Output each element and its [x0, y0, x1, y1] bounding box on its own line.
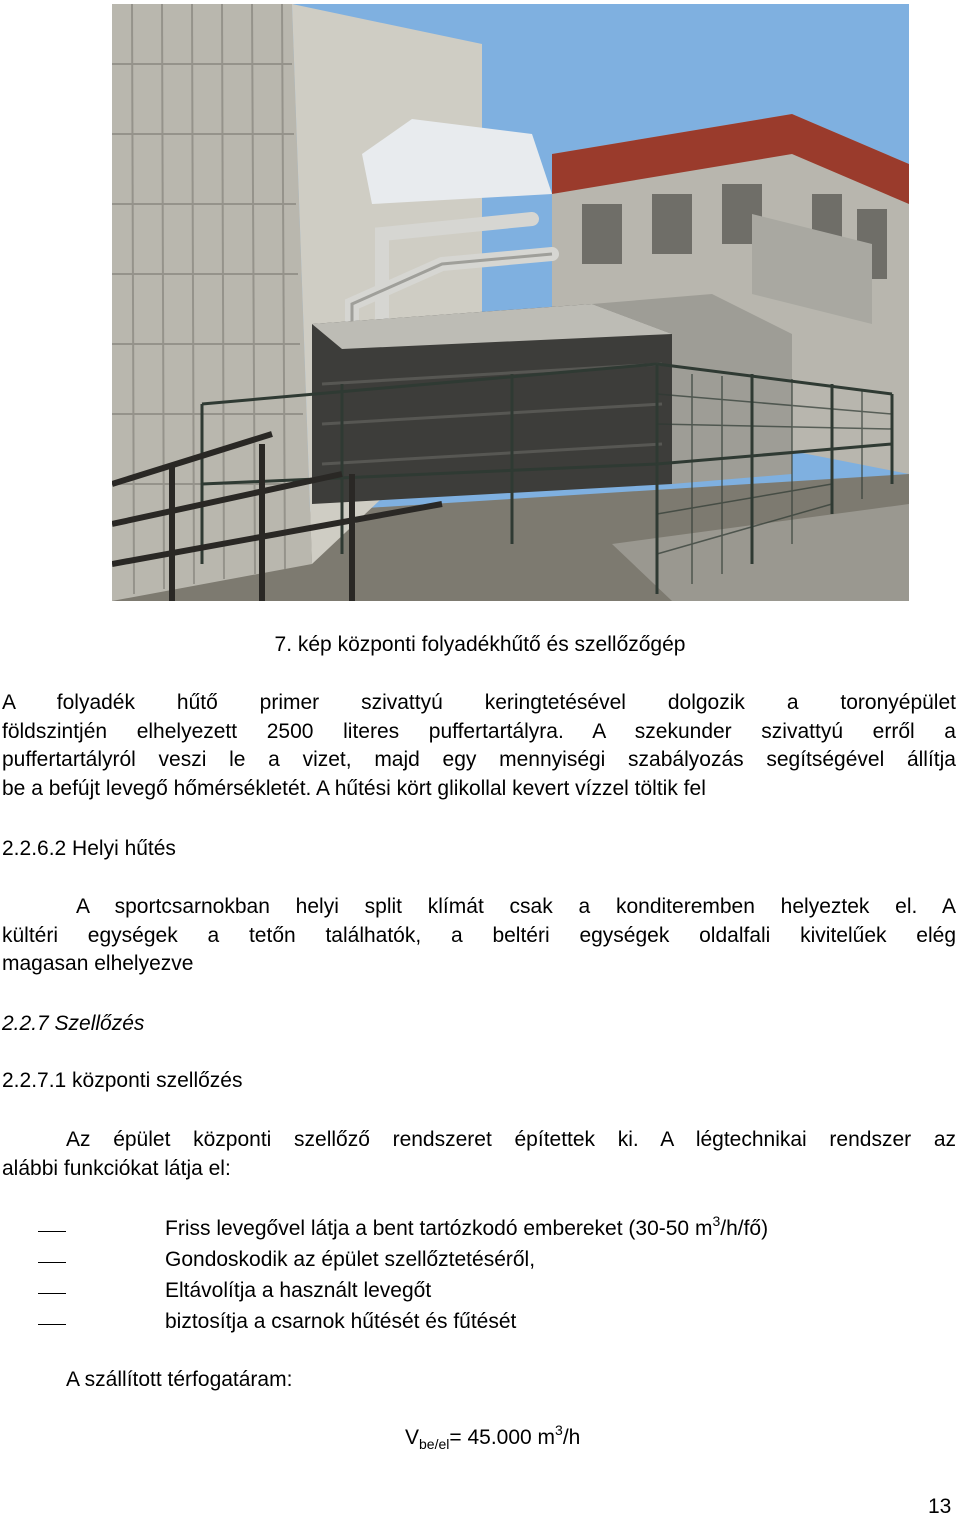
formula-symbol: V — [405, 1426, 420, 1449]
formula-value: = 45.000 m — [449, 1426, 556, 1449]
formula-unit: /h — [562, 1426, 581, 1449]
paragraph-line: A sportcsarnokban helyi split klímát csak a konditeremben helyeztek el. A — [76, 895, 956, 918]
paragraph-line: magasan elhelyezve — [2, 952, 194, 975]
paragraph-line: be a befújt levegő hőmérsékletét. A hűtési kört glikollal kevert vízzel töltik fel — [2, 776, 706, 800]
volume-flow-formula — [405, 1422, 581, 1453]
formula-subscript: be/el — [419, 1436, 450, 1453]
heading-central-ventilation: 2.2.7.1 központi szellőzés — [2, 1069, 243, 1092]
paragraph-line: A folyadék hűtő primer szivattyú keringtetésével dolgozik a toronyépület — [2, 691, 956, 714]
heading-local-cooling: 2.2.6.2 Helyi hűtés — [2, 837, 176, 860]
list-item: Eltávolítja a használt levegőt — [165, 1279, 432, 1302]
paragraph-local-cooling — [2, 893, 956, 979]
list-item: Gondoskodik az épület szellőztetéséről, — [165, 1248, 536, 1271]
list-item-text: Friss levegővel látja a bent tartózkodó embereket (30-50 m — [165, 1217, 713, 1240]
list-item: biztosítja a csarnok hűtését és fűtését — [165, 1310, 517, 1333]
paragraph-line: puffertartályról veszi le a vizet, majd egy mennyiségi szabályozás segítségével állítja — [2, 748, 956, 771]
superscript-3: 3 — [712, 1213, 721, 1229]
paragraph-line: kültéri egységek a tetőn találhatók, a beltéri egységek oldalfali kivitelűek elég — [2, 923, 956, 947]
formula-superscript: 3 — [555, 1422, 563, 1438]
list-item-tail: /h/fő) — [720, 1217, 769, 1240]
list-item — [165, 1213, 769, 1242]
chiller-photo — [112, 4, 909, 601]
paragraph-line: földszintjén elhelyezett 2500 literes puffertartályra. A szekunder szivattyú erről a — [2, 719, 956, 743]
figure-caption: 7. kép központi folyadékhűtő és szellőzőgép — [274, 633, 686, 656]
paragraph-line: alábbi funkciókat látja el: — [2, 1156, 231, 1180]
list-dash — [38, 1293, 66, 1294]
list-dash — [38, 1231, 66, 1232]
list-dash — [38, 1324, 66, 1325]
heading-ventilation: 2.2.7 Szellőzés — [2, 1012, 145, 1035]
paragraph-line: Az épület központi szellőző rendszeret építettek ki. A légtechnikai rendszer az — [66, 1128, 956, 1151]
paragraph-chiller — [2, 689, 956, 803]
volume-flow-label: A szállított térfogatáram: — [66, 1368, 293, 1391]
chiller-photo-drawing — [112, 4, 909, 601]
page-number: 13 — [928, 1495, 952, 1518]
paragraph-central-ventilation — [2, 1126, 956, 1183]
list-dash — [38, 1262, 66, 1263]
